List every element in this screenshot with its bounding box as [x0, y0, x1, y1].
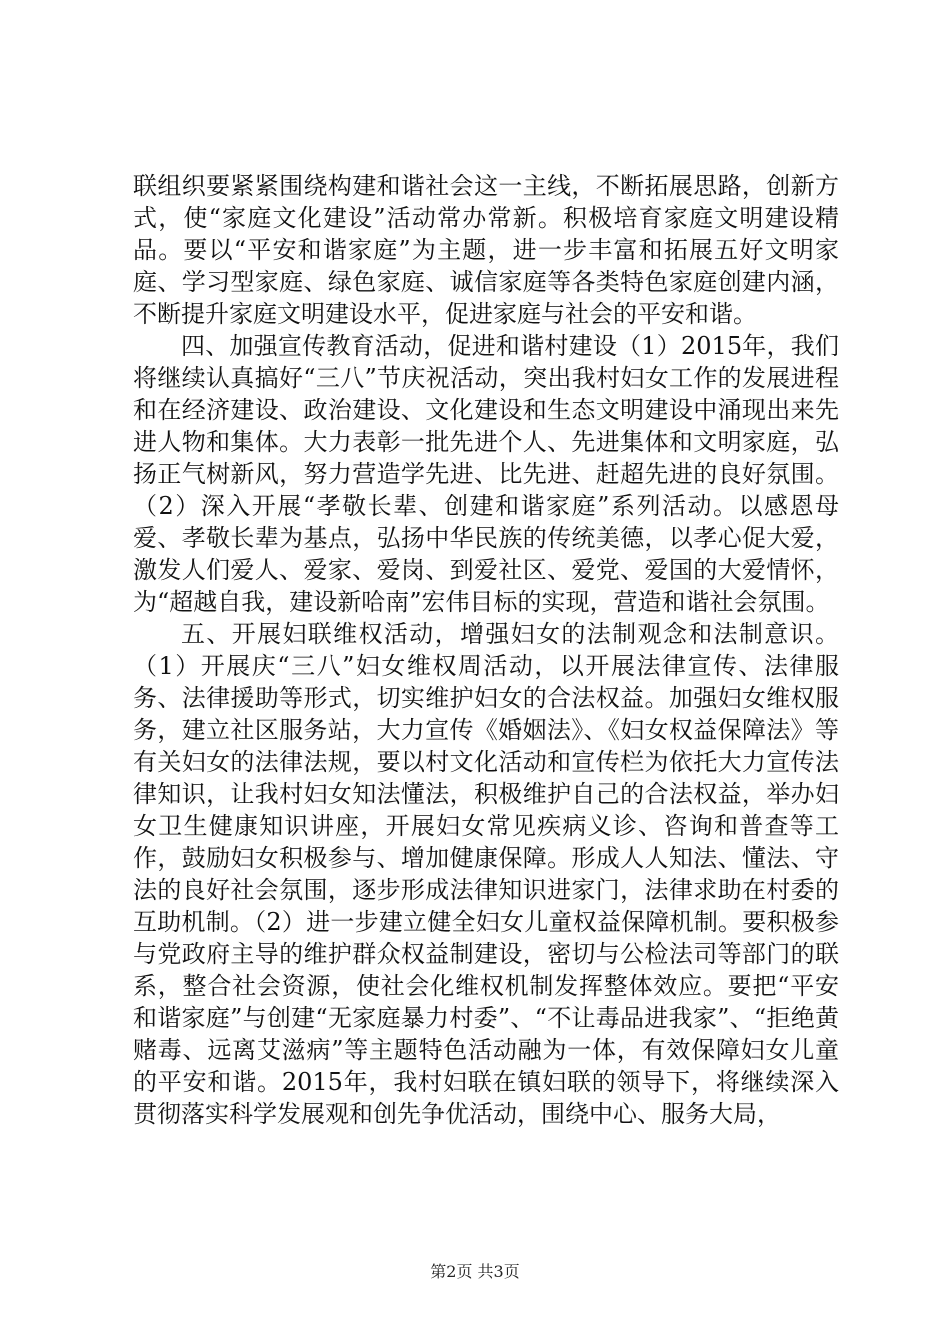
paragraph-section-five: 五、开展妇联维权活动，增强妇女的法制观念和法制意识。（1）开展庆“三八”妇女维权周活动，以开展法律宣传、法律服务、法律援助等形式，切实维护妇女的合法权益。加强妇女维权服务，建立社区服务站，大力宣传《婚姻法》、《妇女权益保障法》等有关妇女的法律法规，要以村文化活动和宣传栏为依托大力宣传法律知识，让我村妇女知法懂法，积极维护自己的合法权益，举办妇女卫生健康知识讲座，开展妇女常见疾病义诊、咨询和普查等工作，鼓励妇女积极参与、增加健康保障。形成人人知法、懂法、守法的良好社会氛围，逐步形成法律知识进家门，法律求助在村委的互助机制。（2）进一步建立健全妇女儿童权益保障机制。要积极参与党政府主导的维护群众权益制建设，密切与公检法司等部门的联系，整合社会资源，使社会化维权机制发挥整体效应。要把“平安和谐家庭”与创建“无家庭暴力村委”、“不让毒品进我家”、“拒绝黄赌毒、远离艾滋病”等主题特色活动融为一体，有效保障妇女儿童的平安和谐。2015年，我村妇联在镇妇联的领导下，将继续深入贯彻落实科学发展观和创先争优活动，围绕中心、服务大局， — [133, 620, 839, 1128]
document-body — [133, 170, 839, 1130]
paragraph-continuation: 联组织要紧紧围绕构建和谐社会这一主线，不断拓展思路，创新方式，使“家庭文化建设”活动常办常新。积极培育家庭文明建设精品。要以“平安和谐家庭”为主题，进一步丰富和拓展五好文明家庭、学习型家庭、绿色家庭、诚信家庭等各类特色家庭创建内涵，不断提升家庭文明建设水平，促进家庭与社会的平安和谐。 — [133, 172, 839, 328]
page-footer: 第2页 共3页 — [430, 1262, 520, 1281]
paragraph-section-four: 四、加强宣传教育活动，促进和谐村建设（1）2015年，我们将继续认真搞好“三八”节庆祝活动，突出我村妇女工作的发展进程和在经济建设、政治建设、文化建设和生态文明建设中涌现出来先进人物和集体。大力表彰一批先进个人、先进集体和文明家庭，弘扬正气树新风，努力营造学先进、比先进、赶超先进的良好氛围。（2）深入开展“孝敬长辈、创建和谐家庭”系列活动。以感恩母爱、孝敬长辈为基点，弘扬中华民族的传统美德，以孝心促大爱，激发人们爱人、爱家、爱岗、到爱社区、爱党、爱国的大爱情怀，为“超越自我，建设新哈南”宏伟目标的实现，营造和谐社会氛围。 — [133, 332, 839, 616]
